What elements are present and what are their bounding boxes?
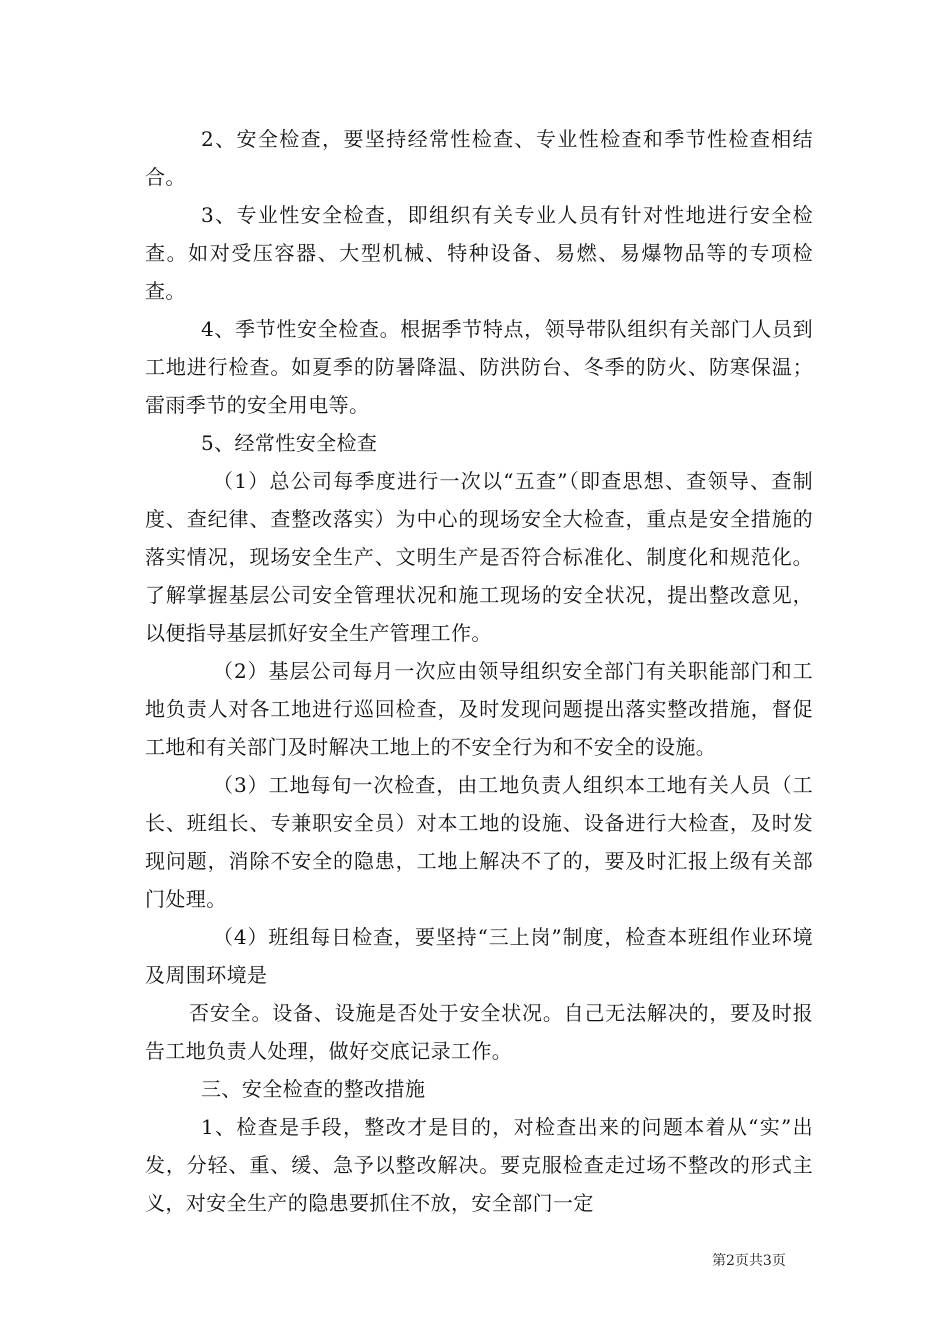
paragraph-professional-inspection: 3、专业性安全检查，即组织有关专业人员有针对性地进行安全检查。如对受压容器、大型机械、特种设备、易燃、易爆物品等的专项检查。 <box>145 203 813 303</box>
paragraph-team-daily-continued: 否安全。设备、设施是否处于安全状况。自己无法解决的，要及时报告工地负责人处理，做好交底记录工作。 <box>145 1001 813 1063</box>
paragraph-rectification-1: 1、检查是手段，整改才是目的，对检查出来的问题本着从“实”出发，分轻、重、缓、急予以整改解决。要克服检查走过场不整改的形式主义，对安全生产的隐患要抓住不放，安全部门一定 <box>145 1115 813 1215</box>
document-body <box>145 120 813 1222</box>
paragraph-team-daily: （4）班组每日检查，要坚持“三上岗”制度，检查本班组作业环境及周围环境是 <box>145 925 813 987</box>
paragraph-regular-inspection: 2、安全检查，要坚持经常性检查、专业性检查和季节性检查相结合。 <box>145 127 813 189</box>
paragraph-company-quarterly: （1）总公司每季度进行一次以“五查”（即查思想、查领导、查制度、查纪律、查整改落实）为中心的现场安全大检查，重点是安全措施的落实情况，现场安全生产、文明生产是否符合标准化、制度化和规范化。了解掌握基层公司安全管理状况和施工现场的安全状况，提出整改意见，以便指导基层抓好安全生产管理工作。 <box>145 469 813 645</box>
paragraph-seasonal-inspection: 4、季节性安全检查。根据季节特点，领导带队组织有关部门人员到工地进行检查。如夏季的防暑降温、防洪防台、冬季的防火、防寒保温；雷雨季节的安全用电等。 <box>145 317 813 417</box>
paragraph-branch-monthly: （2）基层公司每月一次应由领导组织安全部门有关职能部门和工地负责人对各工地进行巡回检查，及时发现问题提出落实整改措施，督促工地和有关部门及时解决工地上的不安全行为和不安全的设施。 <box>145 659 813 759</box>
page-number: 第2页共3页 <box>712 1253 786 1269</box>
section-heading-rectification: 三、安全检查的整改措施 <box>201 1077 426 1101</box>
paragraph-site-ten-day: （3）工地每旬一次检查，由工地负责人组织本工地有关人员（工长、班组长、专兼职安全员）对本工地的设施、设备进行大检查，及时发现问题，消除不安全的隐患，工地上解决不了的，要及时汇报上级有关部门处理。 <box>145 773 813 911</box>
paragraph-routine-inspection-heading: 5、经常性安全检查 <box>201 431 378 455</box>
